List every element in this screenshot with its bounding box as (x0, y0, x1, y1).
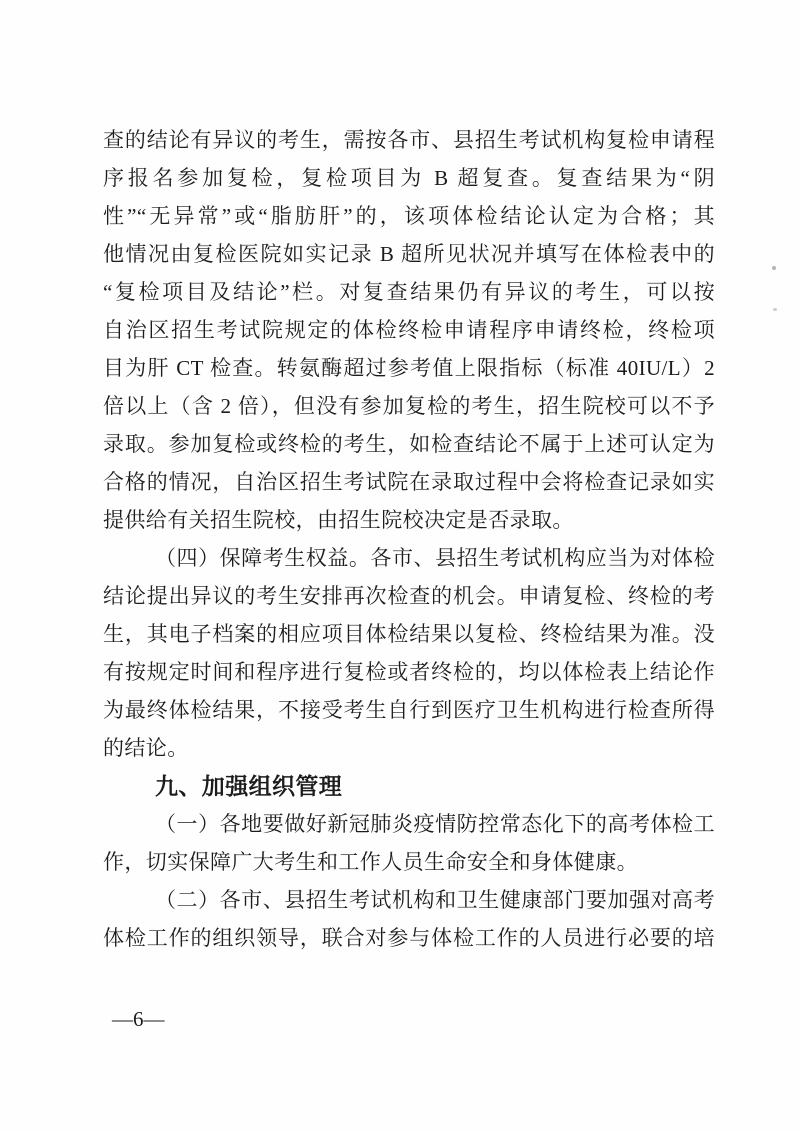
text-line: 目为肝 CT 检查。转氨酶超过参考值上限指标（标准 40IU/L）2 (103, 356, 715, 380)
text-line: 录取。参加复检或终检的考生，如检查结论不属于上述可认定为 (103, 432, 715, 456)
text-line: 结论提出异议的考生安排再次检查的机会。申请复检、终检的考 (103, 584, 715, 608)
text-line: 性”“无异常”或“脂肪肝”的，该项体检结论认定为合格；其 (103, 204, 715, 228)
text-line: 合格的情况，自治区招生考试院在录取过程中会将检查记录如实 (103, 470, 715, 494)
text-line: 序报名参加复检，复检项目为 B 超复查。复查结果为“阴 (103, 166, 715, 190)
text-line: 生，其电子档案的相应项目体检结果以复检、终检结果为准。没 (103, 622, 715, 646)
text-line: 的结论。 (103, 736, 189, 760)
scan-artifact (772, 266, 776, 270)
text-line: （一）各地要做好新冠肺炎疫情防控常态化下的高考体检工 (155, 812, 715, 836)
text-line: 体检工作的组织领导，联合对参与体检工作的人员进行必要的培 (103, 926, 715, 950)
text-line: “复检项目及结论”栏。对复查结果仍有异议的考生，可以按 (103, 280, 715, 304)
section-heading: 九、加强组织管理 (155, 773, 343, 799)
text-line: 为最终体检结果，不接受考生自行到医疗卫生机构进行检查所得 (103, 698, 715, 722)
document-text-block (103, 121, 715, 957)
text-line: 自治区招生考试院规定的体检终检申请程序申请终检，终检项 (103, 318, 715, 342)
text-line: 作，切实保障广大考生和工作人员生命安全和身体健康。 (103, 850, 638, 874)
text-line: 他情况由复检医院如实记录 B 超所见状况并填写在体检表中的 (103, 242, 715, 266)
text-line: 提供给有关招生院校，由招生院校决定是否录取。 (103, 508, 574, 532)
text-line: 查的结论有异议的考生，需按各市、县招生考试机构复检申请程 (103, 128, 715, 152)
text-line: （四）保障考生权益。各市、县招生考试机构应当为对体检 (155, 546, 715, 570)
text-line: 有按规定时间和程序进行复检或者终检的，均以体检表上结论作 (103, 660, 715, 684)
scan-artifact (773, 308, 777, 311)
text-line: 倍以上（含 2 倍），但没有参加复检的考生，招生院校可以不予 (103, 394, 715, 418)
text-line: （二）各市、县招生考试机构和卫生健康部门要加强对高考 (155, 888, 715, 912)
page-number: —6— (112, 1007, 165, 1031)
